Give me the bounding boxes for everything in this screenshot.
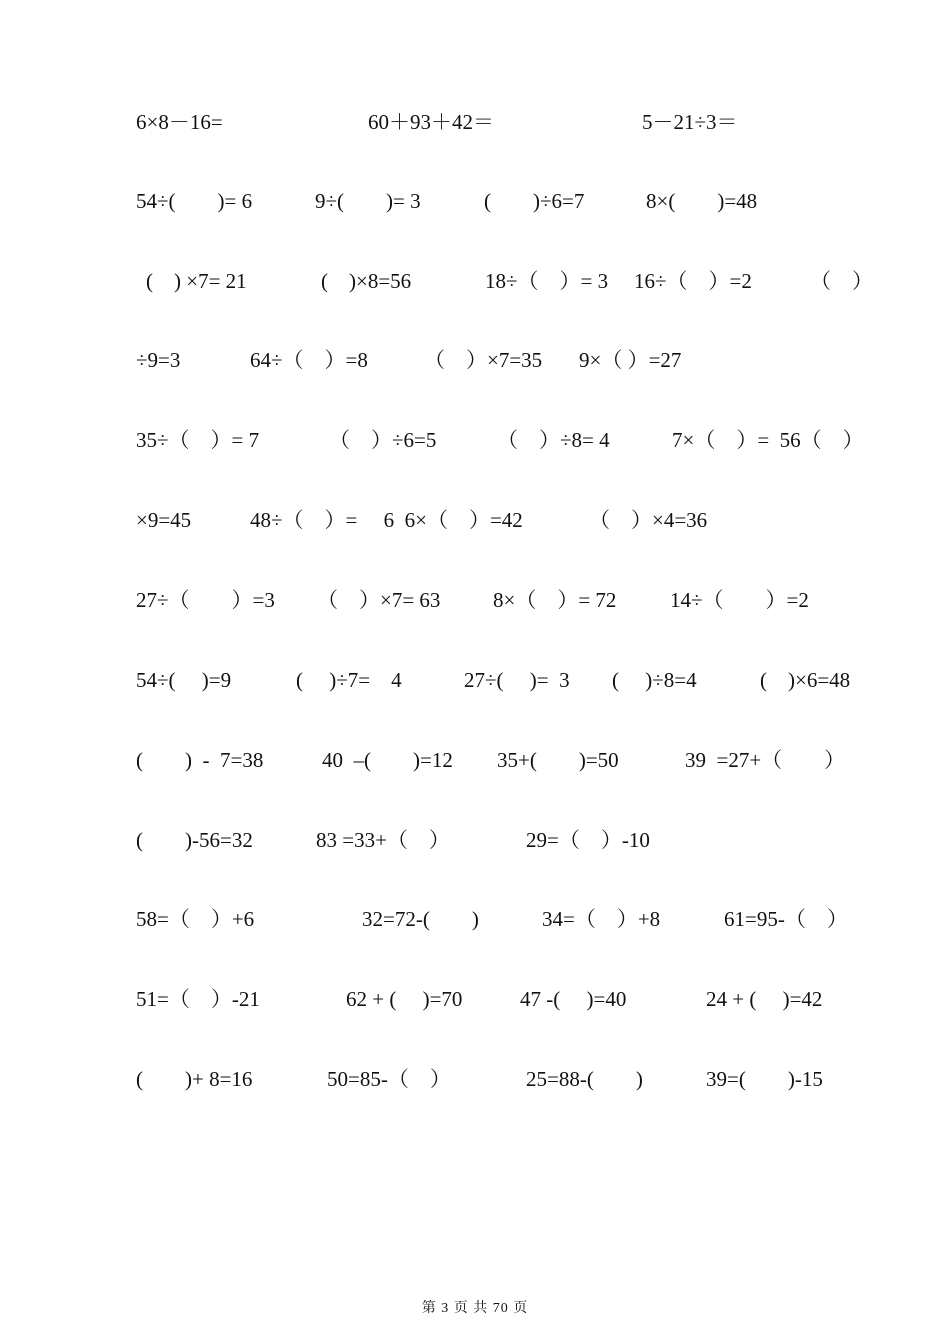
equation: 58=（ ）+6	[136, 907, 255, 931]
equation: 60＋93＋42＝	[368, 110, 494, 134]
equation: 62 + ( )=70	[346, 987, 463, 1011]
equation: ( )×6=48	[760, 668, 851, 692]
equation: 8×( )=48	[646, 189, 758, 213]
equation: 8×（ ）= 72	[493, 588, 617, 612]
equation: （ ）	[810, 269, 873, 293]
equation: 61=95-（ ）	[724, 907, 848, 931]
equation: 34=（ ）+8	[542, 907, 661, 931]
equation: 5－21÷3＝	[642, 110, 738, 134]
equation: 50=85-（ ）	[327, 1067, 451, 1091]
equation: ( )÷7= 4	[296, 668, 402, 692]
equation: （ ）×4=36	[589, 508, 708, 532]
equation: ( )+ 8=16	[136, 1067, 253, 1091]
equation: 32=72-( )	[362, 907, 479, 931]
equation: ( ) - 7=38	[136, 748, 264, 772]
equation: 54÷( )= 6	[136, 189, 253, 213]
equation: ×9=45	[136, 508, 192, 532]
equation: 7×（ ）= 56（ ）	[672, 428, 864, 452]
equation: ( )×8=56	[321, 269, 412, 293]
equation: 48÷（ ）= 6 6×（ ）=42	[250, 508, 523, 532]
equation: 64÷（ ）=8	[250, 348, 368, 372]
equation: 29=（ ）-10	[526, 828, 650, 852]
equation: 27÷（ ）=3	[136, 588, 275, 612]
equation: （ ）×7= 63	[317, 588, 441, 612]
equation: 14÷（ ）=2	[670, 588, 809, 612]
equation: 24 + ( )=42	[706, 987, 823, 1011]
equation: 83 =33+（ ）	[316, 828, 450, 852]
equation: 54÷( )=9	[136, 668, 232, 692]
equation: （ ）÷8= 4	[497, 428, 610, 452]
equation: 25=88-( )	[526, 1067, 643, 1091]
equation: （ ）×7=35	[424, 348, 543, 372]
equation: ( )÷8=4	[612, 668, 697, 692]
equation: 51=（ ）-21	[136, 987, 260, 1011]
equation: 35+( )=50	[497, 748, 619, 772]
equation: ( )-56=32	[136, 828, 253, 852]
equation: 39=( )-15	[706, 1067, 823, 1091]
equation: ( ) ×7= 21	[146, 269, 247, 293]
equation: 16÷（ ）=2	[634, 269, 752, 293]
equation: 27÷( )= 3	[464, 668, 570, 692]
equation: 40 –( )=12	[322, 748, 453, 772]
equation: 6×8－16=	[136, 110, 223, 134]
equation: 47 -( )=40	[520, 987, 627, 1011]
equation: 35÷（ ）= 7	[136, 428, 260, 452]
equation: （ ）÷6=5	[329, 428, 437, 452]
equation: 9÷( )= 3	[315, 189, 421, 213]
equation: 18÷（ ）= 3	[485, 269, 609, 293]
equation: ( )÷6=7	[484, 189, 585, 213]
equation: 39 =27+（ ）	[685, 748, 846, 772]
page-footer: 第 3 页 共 70 页	[421, 1301, 529, 1316]
equation: 9×（ ）=27	[579, 348, 682, 372]
equation: ÷9=3	[136, 348, 181, 372]
